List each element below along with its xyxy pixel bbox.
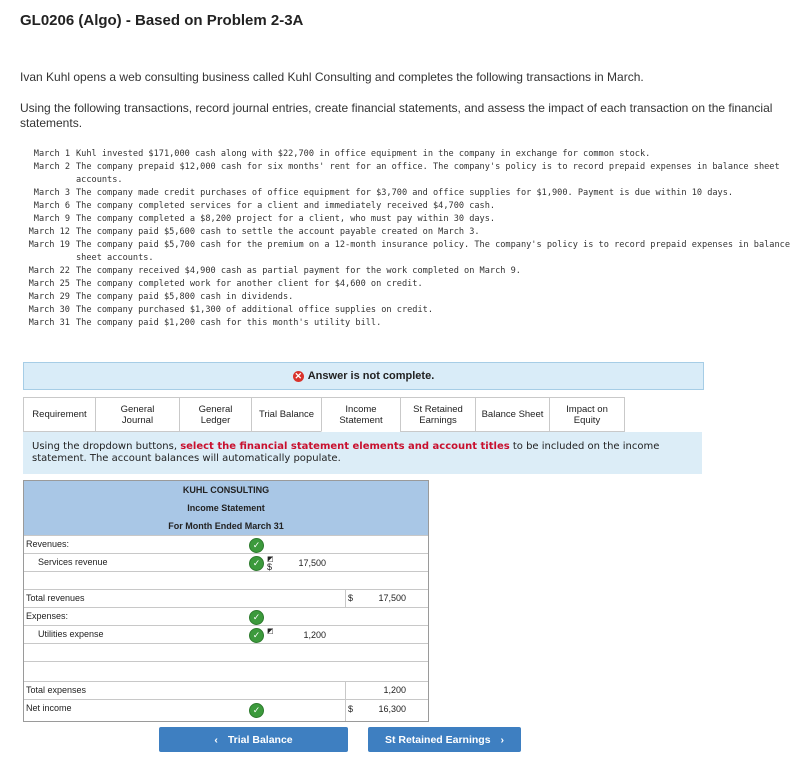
table-row: [24, 607, 428, 626]
table-row: [24, 643, 428, 662]
prev-trial-balance-button[interactable]: ‹ Trial Balance: [159, 727, 348, 752]
flag-icon: ◩: [267, 628, 274, 635]
table-row: [24, 553, 428, 572]
intro-text: Ivan Kuhl opens a web consulting business called Kuhl Consulting and completes the following transactions in March.: [20, 70, 644, 84]
currency-symbol: $: [267, 562, 273, 572]
income-statement-table: [23, 480, 429, 722]
transaction-row: March 31 The company paid $1,200 cash for this month's utility bill.: [28, 318, 382, 328]
table-row: [24, 661, 428, 672]
table-row: [24, 589, 428, 608]
expenses-label[interactable]: Expenses:: [26, 611, 69, 621]
statement-company: KUHL CONSULTING: [24, 481, 428, 499]
expense-amount: 1,200: [303, 630, 326, 640]
flag-icon: ◩: [267, 556, 274, 563]
table-row: [24, 535, 428, 554]
chevron-left-icon: ‹: [214, 733, 218, 746]
total-revenues-amount: 17,500: [378, 593, 406, 603]
transaction-row: March 25 The company completed work for another client for $4,600 on credit.: [28, 279, 423, 289]
total-revenues-label: Total revenues: [26, 593, 85, 603]
total-expenses-label: Total expenses: [26, 685, 87, 695]
net-income-label[interactable]: Net income: [26, 703, 72, 713]
table-row: [24, 571, 428, 590]
check-icon: ✓: [249, 703, 264, 718]
statement-name: Income Statement: [24, 499, 428, 517]
check-icon: ✓: [249, 628, 264, 643]
transaction-row: March 1 Kuhl invested $171,000 cash along with $22,700 in office equipment in the company in exchange for common stock.: [33, 149, 651, 159]
tab-general-ledger[interactable]: General Ledger: [179, 397, 251, 432]
next-st-retained-earnings-button[interactable]: St Retained Earnings ›: [368, 727, 521, 752]
transaction-row: March 22 The company received $4,900 cash as partial payment for the work completed on March 9.: [28, 266, 521, 276]
currency-symbol: $: [348, 593, 354, 603]
chevron-right-icon: ›: [500, 733, 505, 746]
transaction-row: March 2 The company prepaid $12,000 cash for six months' rent for an office. The company's policy is to record prepaid expenses in balance sheet accounts.: [33, 162, 780, 185]
transaction-row: March 6 The company completed services for a client and immediately received $4,700 cash.: [33, 201, 496, 211]
tab-st-retained-earnings[interactable]: St Retained Earnings: [400, 397, 475, 432]
net-income-amount: 16,300: [378, 704, 406, 714]
tab-requirement[interactable]: Requirement: [23, 397, 95, 432]
transaction-row: March 12 The company paid $5,600 cash to settle the account payable created on March 3.: [28, 227, 480, 237]
answer-status-text: Answer is not complete.: [307, 370, 435, 382]
revenues-label[interactable]: Revenues:: [26, 539, 70, 549]
tab-impact-on-equity[interactable]: Impact on Equity: [549, 397, 625, 432]
transaction-row: March 3 The company made credit purchases of office equipment for $3,700 and office supplies for $1,900. Payment is due within 10 days.: [33, 188, 734, 198]
expense-item-label[interactable]: Utilities expense: [38, 629, 104, 639]
check-icon: ✓: [249, 556, 264, 571]
transaction-list: [18, 148, 793, 330]
transaction-row: March 19 The company paid $5,700 cash for the premium on a 12-month insurance policy. The company's policy is to record prepaid expenses in balance sheet accounts.: [28, 240, 790, 263]
tab-general-journal[interactable]: General Journal: [95, 397, 179, 432]
tab-bar: [23, 397, 625, 432]
table-row: [24, 681, 428, 700]
currency-symbol: $: [348, 704, 354, 714]
transaction-row: March 30 The company purchased $1,300 of additional office supplies on credit.: [28, 305, 433, 315]
check-icon: ✓: [249, 538, 264, 553]
check-icon: ✓: [249, 610, 264, 625]
table-row: [24, 625, 428, 644]
tab-trial-balance[interactable]: Trial Balance: [251, 397, 321, 432]
tab-income-statement[interactable]: Income Statement: [321, 397, 400, 432]
tab-balance-sheet[interactable]: Balance Sheet: [475, 397, 549, 432]
transaction-row: March 9 The company completed a $8,200 project for a client, who must pay within 30 days.: [33, 214, 496, 224]
instruction-box: Using the dropdown buttons, select the financial statement elements and account titles to be included on the income statement. The account balances will automatically populate.: [23, 432, 702, 474]
statement-period: For Month Ended March 31: [24, 517, 428, 535]
answer-status-banner: [23, 362, 704, 390]
revenue-item-label[interactable]: Services revenue: [38, 557, 108, 567]
error-icon: ✕: [294, 370, 302, 381]
instructions-text: Using the following transactions, record journal entries, create financial statements, and assess the impact of each transaction on the financial statements.: [20, 101, 773, 130]
revenue-amount: 17,500: [298, 558, 326, 568]
transaction-row: March 29 The company paid $5,800 cash in dividends.: [28, 292, 294, 302]
table-row: [24, 699, 428, 721]
page-title: GL0206 (Algo) - Based on Problem 2-3A: [20, 12, 304, 29]
total-expenses-amount: 1,200: [383, 685, 406, 695]
